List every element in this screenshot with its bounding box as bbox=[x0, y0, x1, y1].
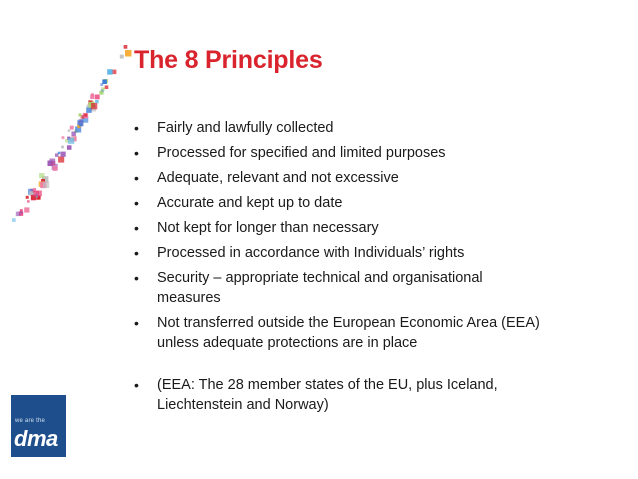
decorative-dot bbox=[16, 212, 20, 217]
list-item bbox=[134, 193, 614, 213]
bullet-icon: • bbox=[134, 377, 139, 393]
decorative-dot bbox=[70, 126, 74, 130]
list-item bbox=[134, 375, 614, 415]
decorative-dot bbox=[79, 113, 82, 116]
decorative-dot bbox=[34, 191, 40, 197]
decorative-dot bbox=[125, 50, 132, 57]
decorative-dot bbox=[99, 91, 103, 95]
decorative-dot bbox=[24, 207, 29, 212]
decorative-dot bbox=[101, 87, 104, 90]
decorative-dot bbox=[61, 152, 66, 157]
bullet-list bbox=[134, 118, 614, 420]
decorative-dot bbox=[71, 132, 76, 137]
list-item bbox=[134, 168, 614, 188]
decorative-dot bbox=[95, 95, 100, 100]
list-item-line: Processed in accordance with Individuals’ rights bbox=[157, 245, 465, 261]
list-item bbox=[134, 218, 614, 238]
decorative-dot bbox=[68, 138, 74, 144]
bullet-icon: • bbox=[134, 170, 139, 186]
decorative-dot bbox=[58, 152, 61, 155]
decorative-dot bbox=[86, 107, 92, 113]
decorative-dot bbox=[124, 45, 128, 49]
decorative-dot bbox=[53, 166, 58, 171]
decorative-dot bbox=[20, 209, 23, 212]
colored-dot-pattern-icon bbox=[0, 0, 140, 230]
decorative-dot bbox=[26, 196, 29, 199]
list-item-line: Not transferred outside the European Economic Area (EEA) bbox=[157, 315, 540, 331]
bullet-icon: • bbox=[134, 245, 139, 261]
bullet-icon: • bbox=[134, 120, 139, 136]
list-item-line: (EEA: The 28 member states of the EU, plus Iceland, bbox=[157, 377, 498, 393]
decorative-dot bbox=[107, 69, 112, 74]
list-item-line: Liechtenstein and Norway) bbox=[157, 397, 329, 413]
page-title: The 8 Principles bbox=[134, 46, 323, 74]
list-item bbox=[134, 268, 614, 308]
decorative-dot bbox=[33, 188, 36, 191]
decorative-dot bbox=[100, 83, 103, 86]
decorative-dot bbox=[61, 146, 64, 149]
decorative-dot bbox=[68, 129, 71, 132]
list-item-line: Fairly and lawfully collected bbox=[157, 120, 334, 136]
decorative-dot bbox=[12, 218, 16, 222]
list-item-line: Adequate, relevant and not excessive bbox=[157, 170, 399, 186]
list-item bbox=[134, 243, 614, 263]
list-item bbox=[134, 313, 614, 353]
list-item-line: Processed for specified and limited purposes bbox=[157, 145, 446, 161]
decorative-dot bbox=[50, 159, 56, 165]
list-item-line: Accurate and kept up to date bbox=[157, 195, 343, 211]
list-item bbox=[134, 118, 614, 138]
decorative-dot bbox=[91, 103, 97, 109]
decorative-dot bbox=[58, 157, 64, 163]
bullet-icon: • bbox=[134, 270, 139, 286]
logo-name: dma bbox=[14, 426, 58, 451]
bullet-icon: • bbox=[134, 220, 139, 236]
decorative-dot bbox=[120, 55, 124, 59]
list-item-line: Security – appropriate technical and organisational bbox=[157, 270, 483, 286]
bullet-icon: • bbox=[134, 315, 139, 331]
list-item bbox=[134, 143, 614, 163]
logo-tagline: we are the bbox=[15, 418, 46, 424]
decorative-dot bbox=[43, 182, 49, 188]
list-item-line: unless adequate protections are in place bbox=[157, 335, 418, 351]
decorative-dot bbox=[90, 95, 94, 99]
decorative-dot bbox=[95, 100, 98, 103]
decorative-dot bbox=[84, 114, 87, 117]
list-item-line: measures bbox=[157, 290, 221, 306]
decorative-dot bbox=[79, 123, 82, 126]
decorative-dot bbox=[67, 145, 72, 150]
bullet-icon: • bbox=[134, 145, 139, 161]
decorative-dot bbox=[62, 136, 65, 139]
decorative-dot bbox=[105, 85, 109, 89]
dma-logo bbox=[11, 395, 66, 457]
decorative-dot bbox=[27, 200, 30, 203]
list-item-line: Not kept for longer than necessary bbox=[157, 220, 379, 236]
decorative-dot bbox=[39, 173, 44, 178]
bullet-icon: • bbox=[134, 195, 139, 211]
